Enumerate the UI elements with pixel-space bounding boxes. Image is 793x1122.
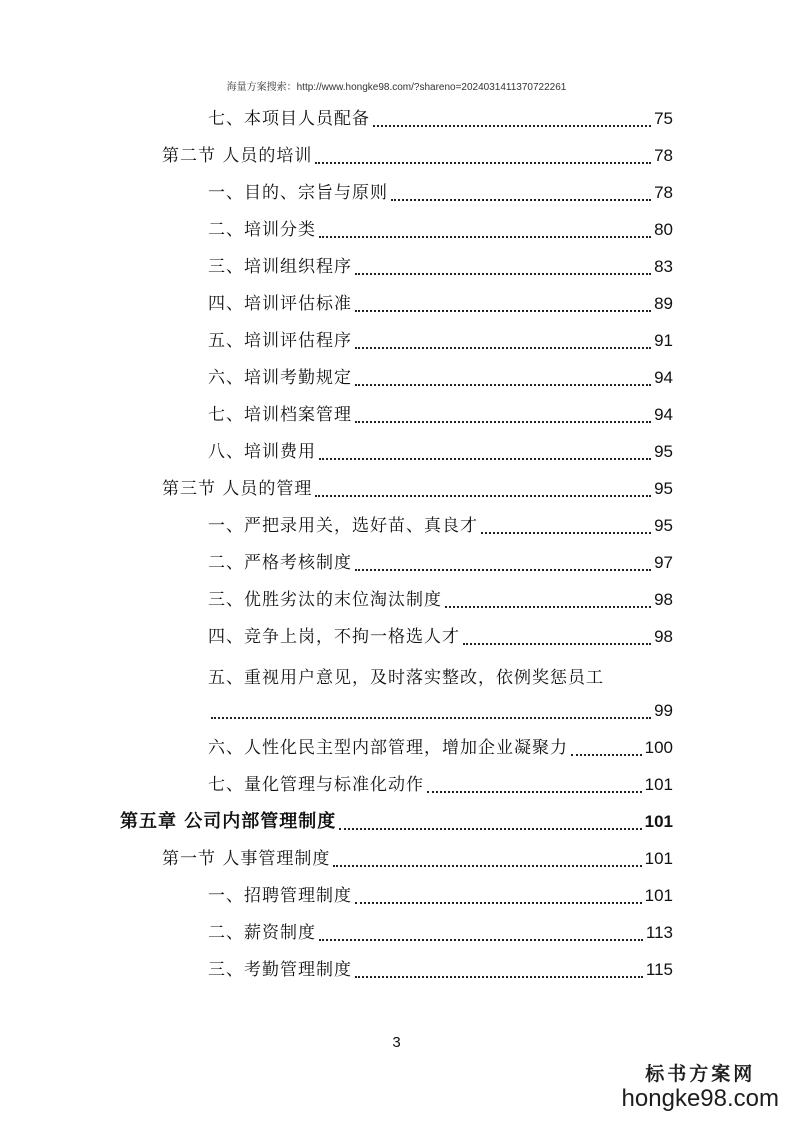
toc-entry[interactable] xyxy=(162,470,673,500)
toc-chapter-entry[interactable] xyxy=(120,803,673,833)
leader-dots xyxy=(333,865,641,867)
leader-dots xyxy=(319,939,643,941)
toc-entry-page: 115 xyxy=(645,960,673,979)
toc-entry-page: 80 xyxy=(654,220,673,239)
toc-entry-page: 78 xyxy=(654,183,673,202)
leader-dots xyxy=(355,347,651,349)
toc-entry[interactable] xyxy=(208,951,673,981)
toc-entry[interactable] xyxy=(208,285,673,315)
toc-entry-page: 89 xyxy=(654,294,673,313)
leader-dots xyxy=(463,643,651,645)
toc-entry[interactable] xyxy=(162,137,673,167)
toc-entry[interactable] xyxy=(208,507,673,537)
toc-entry-page: 101 xyxy=(644,775,673,794)
toc-entry-label: 第二节 人员的培训 xyxy=(162,146,313,166)
toc-entry-label: 四、培训评估标准 xyxy=(208,294,352,314)
toc-entry-page: 83 xyxy=(654,257,673,276)
toc-entry[interactable] xyxy=(208,766,673,796)
toc-entry-label: 二、严格考核制度 xyxy=(208,553,352,573)
toc-entry-page: 101 xyxy=(644,849,673,868)
toc-entry-page: 101 xyxy=(644,886,673,905)
toc-entry-label: 第一节 人事管理制度 xyxy=(162,849,331,869)
toc-entry[interactable] xyxy=(208,396,673,426)
toc-entry-page: 99 xyxy=(654,701,673,720)
toc-entry[interactable] xyxy=(208,581,673,611)
toc-entry-label: 第五章 公司内部管理制度 xyxy=(120,811,337,832)
leader-dots xyxy=(319,458,651,460)
toc-entry-label: 一、目的、宗旨与原则 xyxy=(208,183,388,203)
toc-entry[interactable] xyxy=(208,174,673,204)
leader-dots xyxy=(355,273,651,275)
toc-entry[interactable] xyxy=(208,544,673,574)
toc-entry-label: 七、量化管理与标准化动作 xyxy=(208,775,424,795)
toc-entry-page: 98 xyxy=(654,627,673,646)
leader-dots xyxy=(319,236,651,238)
leader-dots xyxy=(355,569,651,571)
toc-entry[interactable] xyxy=(208,433,673,463)
toc-entry-page: 95 xyxy=(654,516,673,535)
leader-dots xyxy=(373,125,651,127)
toc-entry-page: 97 xyxy=(654,553,673,572)
toc-entry[interactable] xyxy=(208,877,673,907)
toc-entry-label: 一、严把录用关，选好苗、真良才 xyxy=(208,516,478,536)
toc-entry[interactable] xyxy=(208,211,673,241)
toc-entry-label: 二、薪资制度 xyxy=(208,923,316,943)
toc-entry-page: 95 xyxy=(654,442,673,461)
toc-entry-label: 六、人性化民主型内部管理，增加企业凝聚力 xyxy=(208,738,568,758)
toc-entry-label: 五、培训评估程序 xyxy=(208,331,352,351)
toc-entry-page: 100 xyxy=(644,738,673,757)
leader-dots xyxy=(481,532,651,534)
leader-dots xyxy=(355,421,651,423)
toc-entry[interactable] xyxy=(208,914,673,944)
leader-dots xyxy=(427,791,642,793)
toc-entry-label: 三、培训组织程序 xyxy=(208,257,352,277)
toc-entry-page: 75 xyxy=(654,109,673,128)
toc-entry-label: 三、考勤管理制度 xyxy=(208,960,352,980)
toc-entry-label: 第三节 人员的管理 xyxy=(162,479,313,499)
toc-entry-page: 94 xyxy=(654,405,673,424)
leader-dots xyxy=(211,717,651,719)
watermark-logo xyxy=(622,1059,779,1112)
watermark-cn-text: 标书方案网 xyxy=(645,1063,756,1085)
toc-entry[interactable] xyxy=(208,359,673,389)
toc-entry-page: 91 xyxy=(654,331,673,350)
toc-entry-page: 101 xyxy=(644,812,673,831)
leader-dots xyxy=(445,606,651,608)
toc-entry-label: 一、招聘管理制度 xyxy=(208,886,352,906)
header-search-text: 海量方案搜索：http://www.hongke98.com/?shareno=2024031411370722261 xyxy=(226,82,567,93)
toc-entry[interactable] xyxy=(208,618,673,648)
toc-entry[interactable] xyxy=(208,100,673,130)
toc-entry[interactable] xyxy=(208,729,673,759)
toc-entry[interactable] xyxy=(208,248,673,278)
leader-dots xyxy=(355,976,643,978)
toc-entry-label: 七、本项目人员配备 xyxy=(208,109,370,129)
watermark-en-text: hongke98.com xyxy=(621,1085,779,1112)
toc-entry-page: 95 xyxy=(654,479,673,498)
toc-entry-label: 六、培训考勤规定 xyxy=(208,368,352,388)
toc-entry[interactable] xyxy=(208,322,673,352)
toc-entry-label: 七、培训档案管理 xyxy=(208,405,352,425)
leader-dots xyxy=(355,384,651,386)
leader-dots xyxy=(571,754,642,756)
toc-entry-page: 78 xyxy=(654,146,673,165)
toc-entry-label: 八、培训费用 xyxy=(208,442,316,462)
leader-dots xyxy=(315,162,651,164)
toc-entry[interactable] xyxy=(162,840,673,870)
toc-entry[interactable] xyxy=(208,692,673,722)
toc-entry-label: 二、培训分类 xyxy=(208,220,316,240)
toc-entry-wrapped-label[interactable]: 五、重视用户意见，及时落实整改，依例奖惩员工 xyxy=(208,668,604,688)
toc-entry-label: 四、竞争上岗，不拘一格选人才 xyxy=(208,627,460,647)
toc-entry-page: 98 xyxy=(654,590,673,609)
toc-entry-page: 94 xyxy=(654,368,673,387)
leader-dots xyxy=(339,828,641,830)
toc-entry-page: 113 xyxy=(645,923,673,942)
leader-dots xyxy=(355,310,651,312)
leader-dots xyxy=(355,902,642,904)
toc-entry-label: 三、优胜劣汰的末位淘汰制度 xyxy=(208,590,442,610)
leader-dots xyxy=(391,199,651,201)
leader-dots xyxy=(315,495,651,497)
page-number: 3 xyxy=(392,1034,401,1051)
